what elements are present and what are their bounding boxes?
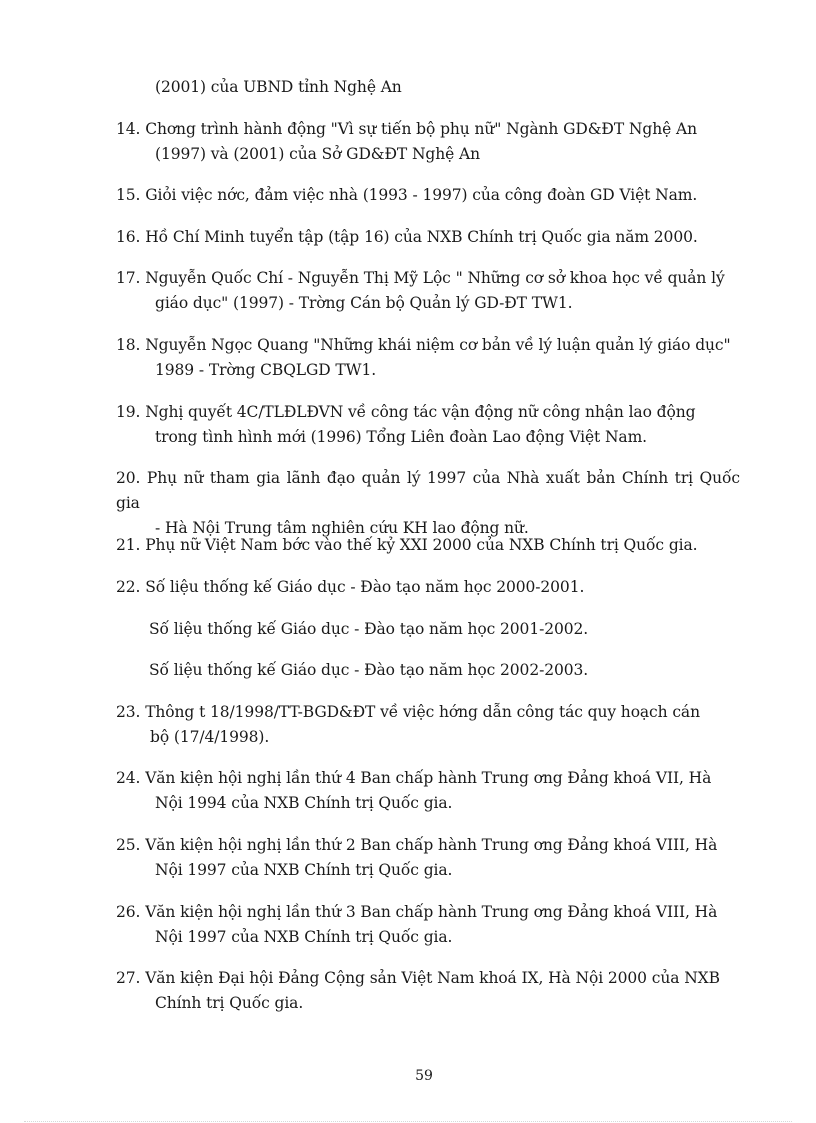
reference-22-extra-line: Số liệu thống kế Giáo dục - Đào tạo năm học 2002-2003. <box>149 661 589 679</box>
reference-text: Nguyễn Quốc Chí - Nguyễn Thị Mỹ Lộc " Những cơ sở khoa học về quản lý <box>145 269 725 287</box>
reference-23 <box>116 700 740 750</box>
reference-text: Phụ nữ tham gia lãnh đạo quản lý 1997 của Nhà xuất bản Chính trị Quốc gia <box>116 469 740 512</box>
reference-number: 14. <box>116 120 141 138</box>
reference-number: 25. <box>116 836 141 854</box>
reference-continuation: bộ (17/4/1998). <box>150 728 270 746</box>
reference-text: Văn kiện Đại hội Đảng Cộng sản Việt Nam khoá IX, Hà Nội 2000 của NXB <box>145 969 720 987</box>
reference-number: 17. <box>116 269 141 287</box>
reference-text: Hồ Chí Minh tuyển tập (tập 16) của NXB Chính trị Quốc gia năm 2000. <box>145 228 698 246</box>
reference-text: Nghị quyết 4C/TLĐLĐVN về công tác vận động nữ công nhận lao động <box>145 403 696 421</box>
reference-text: Văn kiện hội nghị lần thứ 4 Ban chấp hành Trung ơng Đảng khoá VII, Hà <box>145 769 712 787</box>
reference-number: 20. <box>116 469 141 487</box>
reference-text: Chơng trình hành động "Vì sự tiến bộ phụ nữ" Ngành GD&ĐT Nghệ An <box>145 120 697 138</box>
reference-22 <box>116 575 740 600</box>
reference-continuation: Nội 1994 của NXB Chính trị Quốc gia. <box>155 794 453 812</box>
reference-24 <box>116 766 740 816</box>
reference-number: 21. <box>116 536 141 554</box>
reference-19 <box>116 400 740 450</box>
reference-18 <box>116 333 740 383</box>
reference-continuation: - Hà Nội Trung tâm nghiên cứu KH lao động nữ. <box>155 519 529 537</box>
reference-22-extra-line: Số liệu thống kế Giáo dục - Đào tạo năm học 2001-2002. <box>149 620 589 638</box>
reference-27 <box>116 966 740 1016</box>
reference-text: Phụ nữ Việt Nam bớc vào thế kỷ XXI 2000 của NXB Chính trị Quốc gia. <box>145 536 698 554</box>
reference-number: 27. <box>116 969 141 987</box>
reference-text: Văn kiện hội nghị lần thứ 2 Ban chấp hành Trung ơng Đảng khoá VIII, Hà <box>145 836 718 854</box>
reference-text: Nguyễn Ngọc Quang "Những khái niệm cơ bản về lý luận quản lý giáo dục" <box>145 336 731 354</box>
reference-continuation: Nội 1997 của NXB Chính trị Quốc gia. <box>155 928 453 946</box>
reference-continuation: 1989 - Trờng CBQLGD TW1. <box>155 361 377 379</box>
reference-number: 24. <box>116 769 141 787</box>
reference-16 <box>116 225 740 250</box>
reference-text: Số liệu thống kế Giáo dục - Đào tạo năm học 2000-2001. <box>145 578 585 596</box>
reference-number: 15. <box>116 186 141 204</box>
reference-continuation: trong tình hình mới (1996) Tổng Liên đoàn Lao động Việt Nam. <box>155 428 647 446</box>
reference-number: 16. <box>116 228 141 246</box>
reference-continuation: (1997) và (2001) của Sở GD&ĐT Nghệ An <box>155 145 480 163</box>
reference-number: 22. <box>116 578 141 596</box>
reference-continuation: Chính trị Quốc gia. <box>155 994 304 1012</box>
reference-number: 18. <box>116 336 141 354</box>
reference-20 <box>116 466 740 541</box>
reference-21 <box>116 533 740 558</box>
reference-continuation: giáo dục" (1997) - Trờng Cán bộ Quản lý GD-ĐT TW1. <box>155 294 573 312</box>
reference-15 <box>116 183 740 208</box>
page-number: 59 <box>415 1068 433 1084</box>
continuation-line: (2001) của UBND tỉnh Nghệ An <box>155 78 402 96</box>
reference-14 <box>116 117 740 167</box>
reference-26 <box>116 900 740 950</box>
reference-text: Giỏi việc nớc, đảm việc nhà (1993 - 1997) của công đoàn GD Việt Nam. <box>145 186 698 204</box>
reference-number: 19. <box>116 403 141 421</box>
reference-continuation: Nội 1997 của NXB Chính trị Quốc gia. <box>155 861 453 879</box>
reference-text: Văn kiện hội nghị lần thứ 3 Ban chấp hành Trung ơng Đảng khoá VIII, Hà <box>145 903 718 921</box>
reference-25 <box>116 833 740 883</box>
page-bottom-divider <box>24 1121 792 1122</box>
reference-17 <box>116 266 740 316</box>
reference-text: Thông t 18/1998/TT-BGD&ĐT về việc hớng dẫn công tác quy hoạch cán <box>145 703 700 721</box>
reference-number: 23. <box>116 703 141 721</box>
reference-number: 26. <box>116 903 141 921</box>
